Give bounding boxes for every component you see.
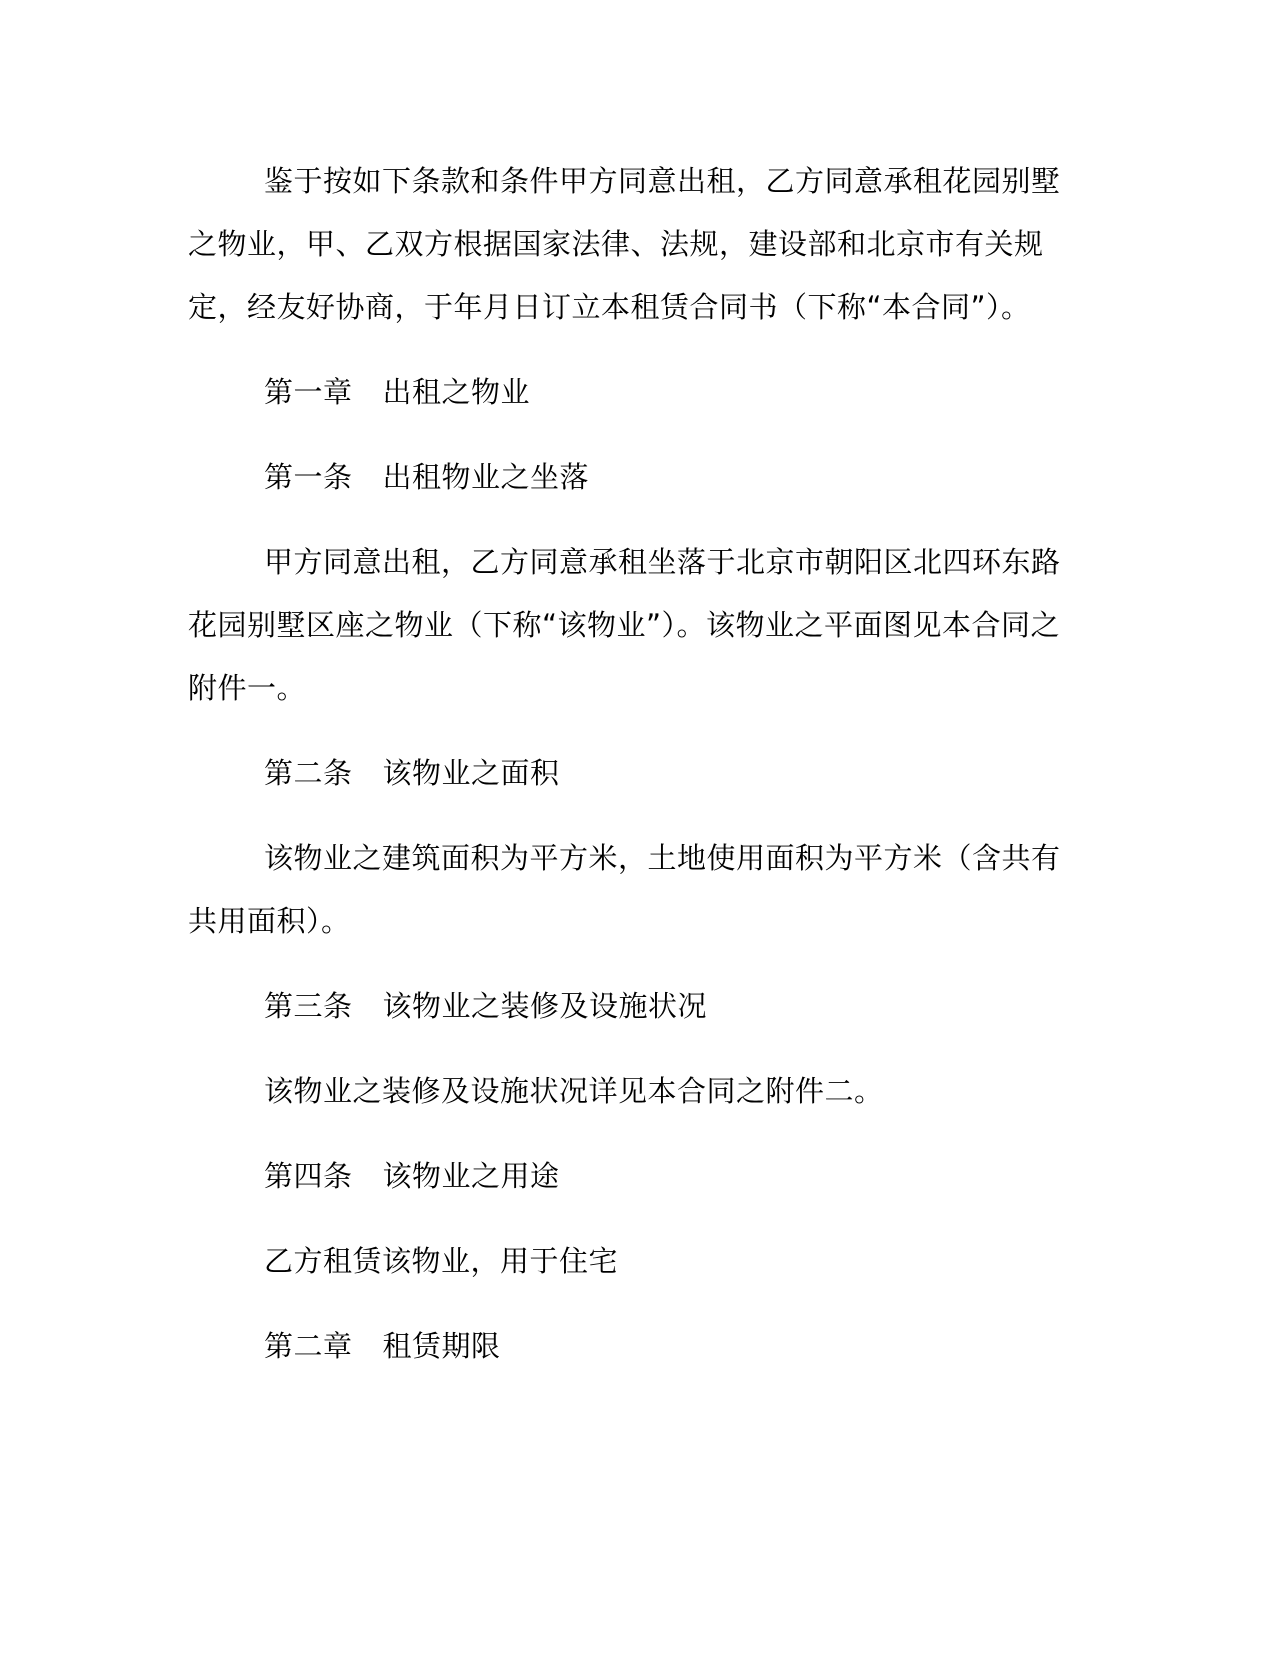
chapter-1-heading — [188, 361, 1088, 424]
article-4-label: 第四条 — [264, 1159, 353, 1193]
article-2-paragraph: 该物业之建筑面积为平方米，土地使用面积为平方米（含共有共用面积）。 — [188, 841, 1061, 938]
article-3-label: 第三条 — [264, 989, 353, 1023]
preamble-paragraph: 鉴于按如下条款和条件甲方同意出租，乙方同意承租花园别墅之物业，甲、乙双方根据国家法律、法规，建设部和北京市有关规定，经友好协商，于年月日订立本租赁合同书（下称“本合同”）。 — [188, 164, 1061, 324]
article-2-label: 第二条 — [264, 756, 353, 790]
chapter-2-heading — [188, 1315, 1088, 1378]
article-4-heading — [188, 1145, 1088, 1208]
article-3-heading — [188, 975, 1088, 1038]
document-body — [188, 150, 1088, 1400]
article-1-heading — [188, 446, 1088, 509]
article-4-paragraph: 乙方租赁该物业，用于住宅 — [264, 1244, 619, 1278]
article-4-title: 该物业之用途 — [382, 1159, 560, 1193]
article-2-heading — [188, 742, 1088, 805]
article-1-title: 出租物业之坐落 — [382, 460, 590, 494]
article-1-paragraph: 甲方同意出租，乙方同意承租坐落于北京市朝阳区北四环东路花园别墅区座之物业（下称“该物业”）。该物业之平面图见本合同之附件一。 — [188, 545, 1061, 705]
chapter-2-title: 租赁期限 — [382, 1329, 501, 1363]
article-3-title: 该物业之装修及设施状况 — [382, 989, 708, 1023]
article-3-paragraph: 该物业之装修及设施状况详见本合同之附件二。 — [264, 1074, 884, 1108]
chapter-1-label: 第一章 — [264, 375, 353, 409]
chapter-1-title: 出租之物业 — [382, 375, 531, 409]
article-2-title: 该物业之面积 — [382, 756, 560, 790]
article-1-label: 第一条 — [264, 460, 353, 494]
chapter-2-label: 第二章 — [264, 1329, 353, 1363]
